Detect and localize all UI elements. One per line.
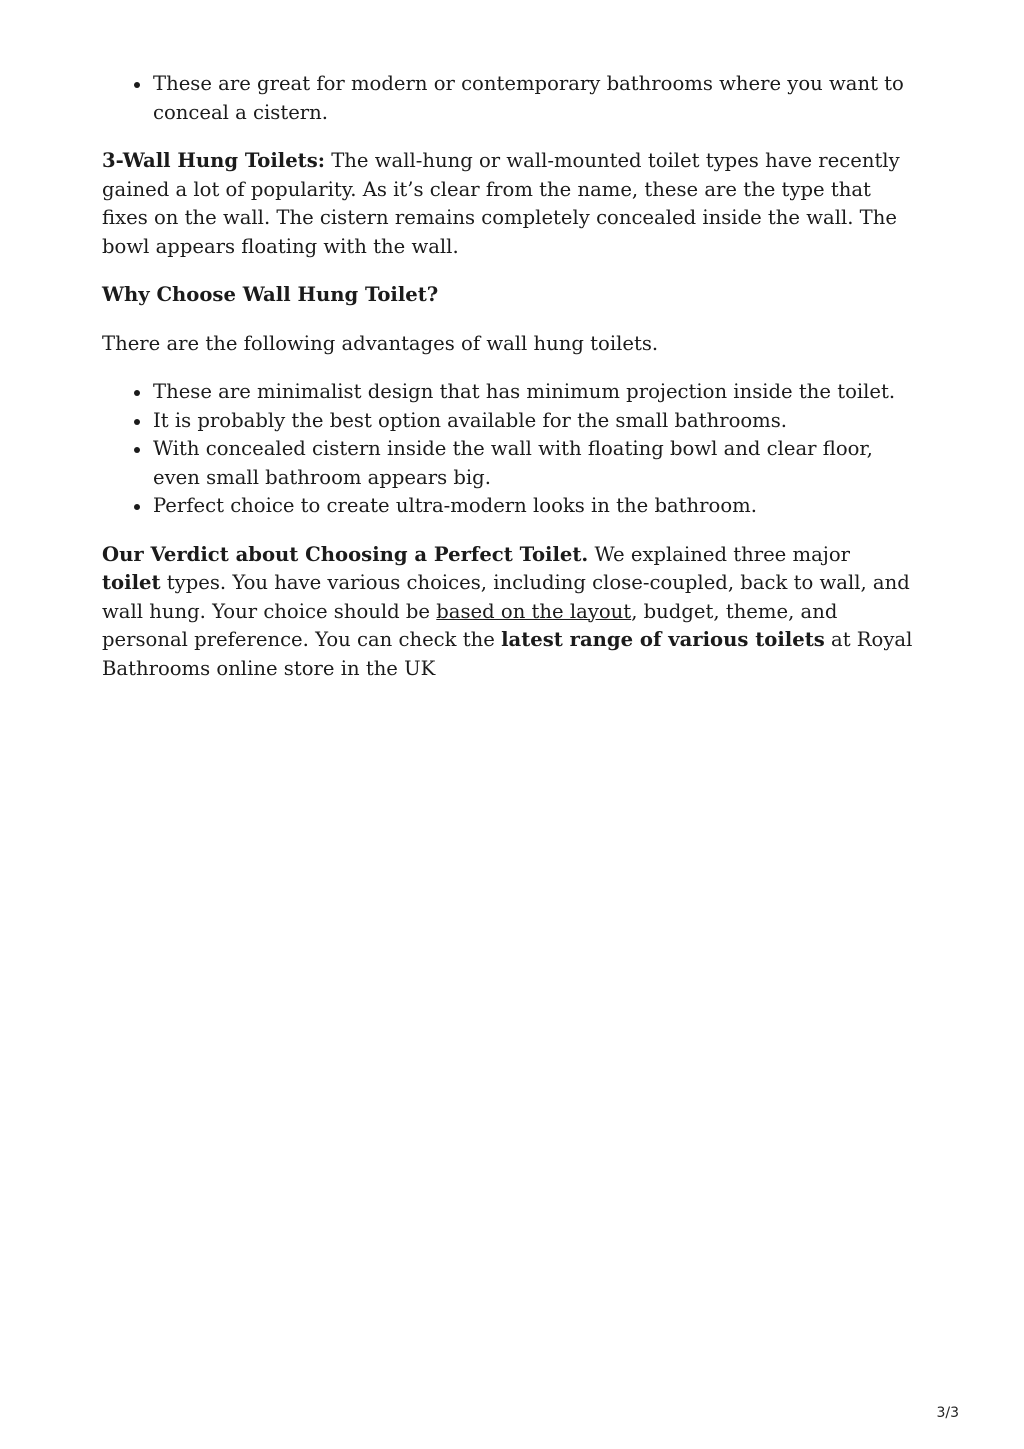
wall-hung-label: 3-Wall Hung Toilets: bbox=[102, 149, 325, 172]
verdict-paragraph bbox=[102, 541, 914, 684]
bullet-list-top bbox=[102, 70, 914, 127]
verdict-text-3: , budget, theme, and personal preference. You can check the bbox=[102, 599, 838, 651]
based-on-layout-link[interactable]: based on the layout bbox=[436, 599, 632, 623]
wall-hung-text: The wall-hung or wall-mounted toilet types have recently gained a lot of popularity. As it’s clear from the name, these are the type that fixes on the wall. The cistern remains completely concealed inside the wall. The bowl appears floating with the wall. bbox=[102, 149, 900, 258]
verdict-label: Our Verdict about Choosing a Perfect Toilet. bbox=[102, 542, 589, 566]
advantages-list bbox=[102, 378, 914, 521]
list-item: It is probably the best option available for the small bathrooms. bbox=[153, 407, 914, 436]
verdict-bold-toilet: toilet bbox=[102, 571, 161, 594]
page-number: 3/3 bbox=[936, 1405, 959, 1421]
document-body bbox=[102, 70, 914, 683]
list-item: These are great for modern or contemporary bathrooms where you want to conceal a cistern. bbox=[153, 70, 914, 127]
verdict-bold-range: latest range of various toilets bbox=[501, 628, 825, 651]
list-item: With concealed cistern inside the wall with floating bowl and clear floor, even small bathroom appears big. bbox=[153, 435, 914, 492]
list-item: Perfect choice to create ultra-modern looks in the bathroom. bbox=[153, 492, 914, 521]
verdict-text-2: types. You have various choices, including close-coupled, back to wall, and wall hung. Your choice should be bbox=[102, 571, 910, 623]
wall-hung-paragraph bbox=[102, 147, 914, 261]
why-choose-heading: Why Choose Wall Hung Toilet? bbox=[102, 283, 439, 306]
advantages-intro: There are the following advantages of wall hung toilets. bbox=[102, 331, 659, 355]
verdict-text-4: at Royal Bathrooms online store in the UK bbox=[102, 628, 913, 680]
verdict-text-1: We explained three major bbox=[588, 542, 851, 566]
list-item: These are minimalist design that has minimum projection inside the toilet. bbox=[153, 378, 914, 407]
